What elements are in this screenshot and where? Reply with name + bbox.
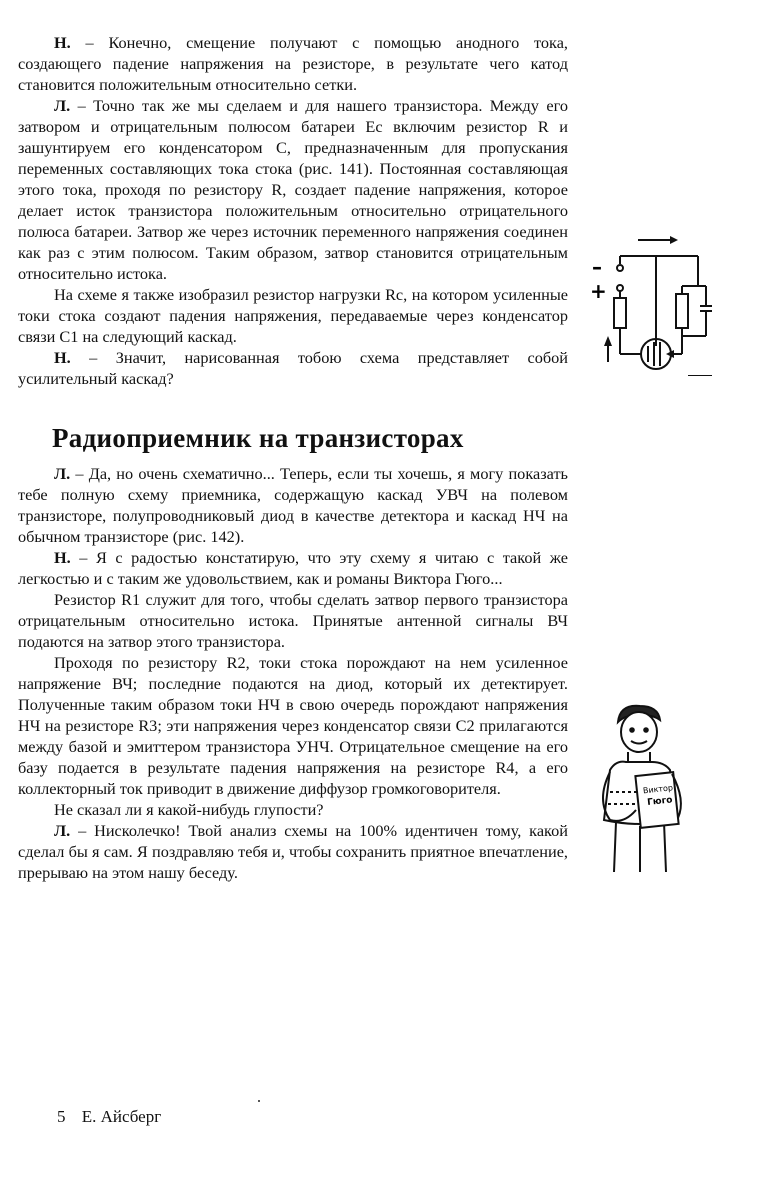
paragraph-text: Нисколечко! Твой анализ схемы на 100% идентичен тому, какой сделал бы я сам. Я поздравляю тебя и, чтобы сохранить приятное впечатление, прерываю на этом нашу беседу. [18, 821, 568, 882]
plus-label: + [590, 279, 607, 303]
paragraph [18, 799, 568, 820]
text-column-bottom [18, 463, 568, 883]
paragraph [18, 589, 568, 652]
dialogue-dash: – [75, 464, 84, 483]
paragraph [18, 463, 568, 547]
paragraph-text: Конечно, смещение получают с помощью анодного тока, создающего падение напряжения на резисторе, в результате чего катод становится положительным относительно сетки. [18, 33, 568, 94]
resistor-Rc [676, 294, 688, 328]
paragraph-text: Да, но очень схематично... Теперь, если ты хочешь, я могу показать тебе полную схему приемника, содержащую каскад УВЧ на полевом транзисторе, полупроводниковый диод в качестве детектора и каскад НЧ на обычном транзисторе (рис. 142). [18, 464, 568, 546]
author-name: Е. Айсберг [81, 1107, 162, 1126]
paragraph-text: Я с радостью констатирую, что эту схему я читаю с такой же легкостью и с таким же удовольствием, как и романы Виктора Гюго... [18, 548, 568, 588]
man-with-book-illustration [580, 700, 700, 875]
arrow-head-up [604, 336, 612, 346]
page-number: 5 [57, 1107, 66, 1126]
speaker-label: Л. [54, 464, 71, 483]
dialogue-dash: – [85, 33, 94, 52]
paragraph [18, 820, 568, 883]
arrow-head-right [670, 236, 678, 244]
print-speck [258, 1100, 260, 1102]
dialogue-dash: – [77, 96, 86, 115]
minus-label: – [592, 255, 602, 279]
resistor-R-left [614, 298, 626, 328]
speaker-label: Л. [54, 821, 71, 840]
dialogue-dash: – [89, 348, 98, 367]
paragraph [18, 652, 568, 799]
book-title-line1: Виктор [642, 783, 674, 796]
head [621, 712, 657, 752]
speaker-label: Л. [54, 96, 71, 115]
dialogue-dash: – [78, 821, 87, 840]
paragraph [18, 547, 568, 589]
circuit-schematic-figure [588, 236, 718, 376]
terminal-bottom [617, 285, 623, 291]
paragraph-text: Проходя по резистору R2, токи стока порождают на нем усиленное напряжение ВЧ; последние подаются на диод, который их детектирует. Полученные таким образом токи НЧ в свою очередь порождают напряжения НЧ на резисторе R3; эти напряжения через конденсатор связи C2 прилагаются между базой и эмиттером транзистора УНЧ. Отрицательное смещение на его базу подается в результате падения напряжения на резисторе R4, а его коллекторный ток приводит в движение диффузор громкоговорителя. [18, 653, 568, 798]
page-footer [57, 1107, 161, 1127]
speaker-label: Н. [54, 548, 71, 567]
paragraph-text: Резистор R1 служит для того, чтобы сделать затвор первого транзистора отрицательным относительно истока. Принятые антенной сигналы ВЧ подаются на затвор этого транзистора. [18, 590, 568, 651]
section-title: Радиоприемник на транзисторах [52, 423, 464, 453]
book-title-line2: Гюго [646, 795, 674, 809]
speaker-label: Н. [54, 33, 71, 52]
speaker-label: Н. [54, 348, 71, 367]
dialogue-dash: – [79, 548, 88, 567]
paragraph [18, 95, 568, 284]
text-column-top [18, 32, 568, 389]
paragraph-text: Точно так же мы сделаем и для нашего транзистора. Между его затвором и отрицательным полюсом батареи Eс включим резистор R и зашунтируем его конденсатором C, предназначенным для пропускания переменных составляющих тока стока (рис. 141). Постоянная составляющая этого тока, проходя по резистору R, создает падение напряжения, которое делает исток транзистора положительным относительно отрицательного полюса батареи. Затвор же через источник переменного напряжения соединен как раз с этим полюсом. Таким образом, затвор становится отрицательным относительно истока. [18, 96, 568, 283]
terminal-top [617, 265, 623, 271]
paragraph-text: Не сказал ли я какой-нибудь глупости? [54, 800, 324, 819]
paragraph [18, 284, 568, 347]
paragraph [18, 347, 568, 389]
paragraph-text: Значит, нарисованная тобою схема представляет собой усилительный каскад? [18, 348, 568, 388]
paragraph [18, 32, 568, 95]
paragraph-text: На схеме я также изобразил резистор нагрузки Rс, на котором усиленные токи стока создают падения напряжения, передаваемые через конденсатор связи C1 на следующий каскад. [18, 285, 568, 346]
